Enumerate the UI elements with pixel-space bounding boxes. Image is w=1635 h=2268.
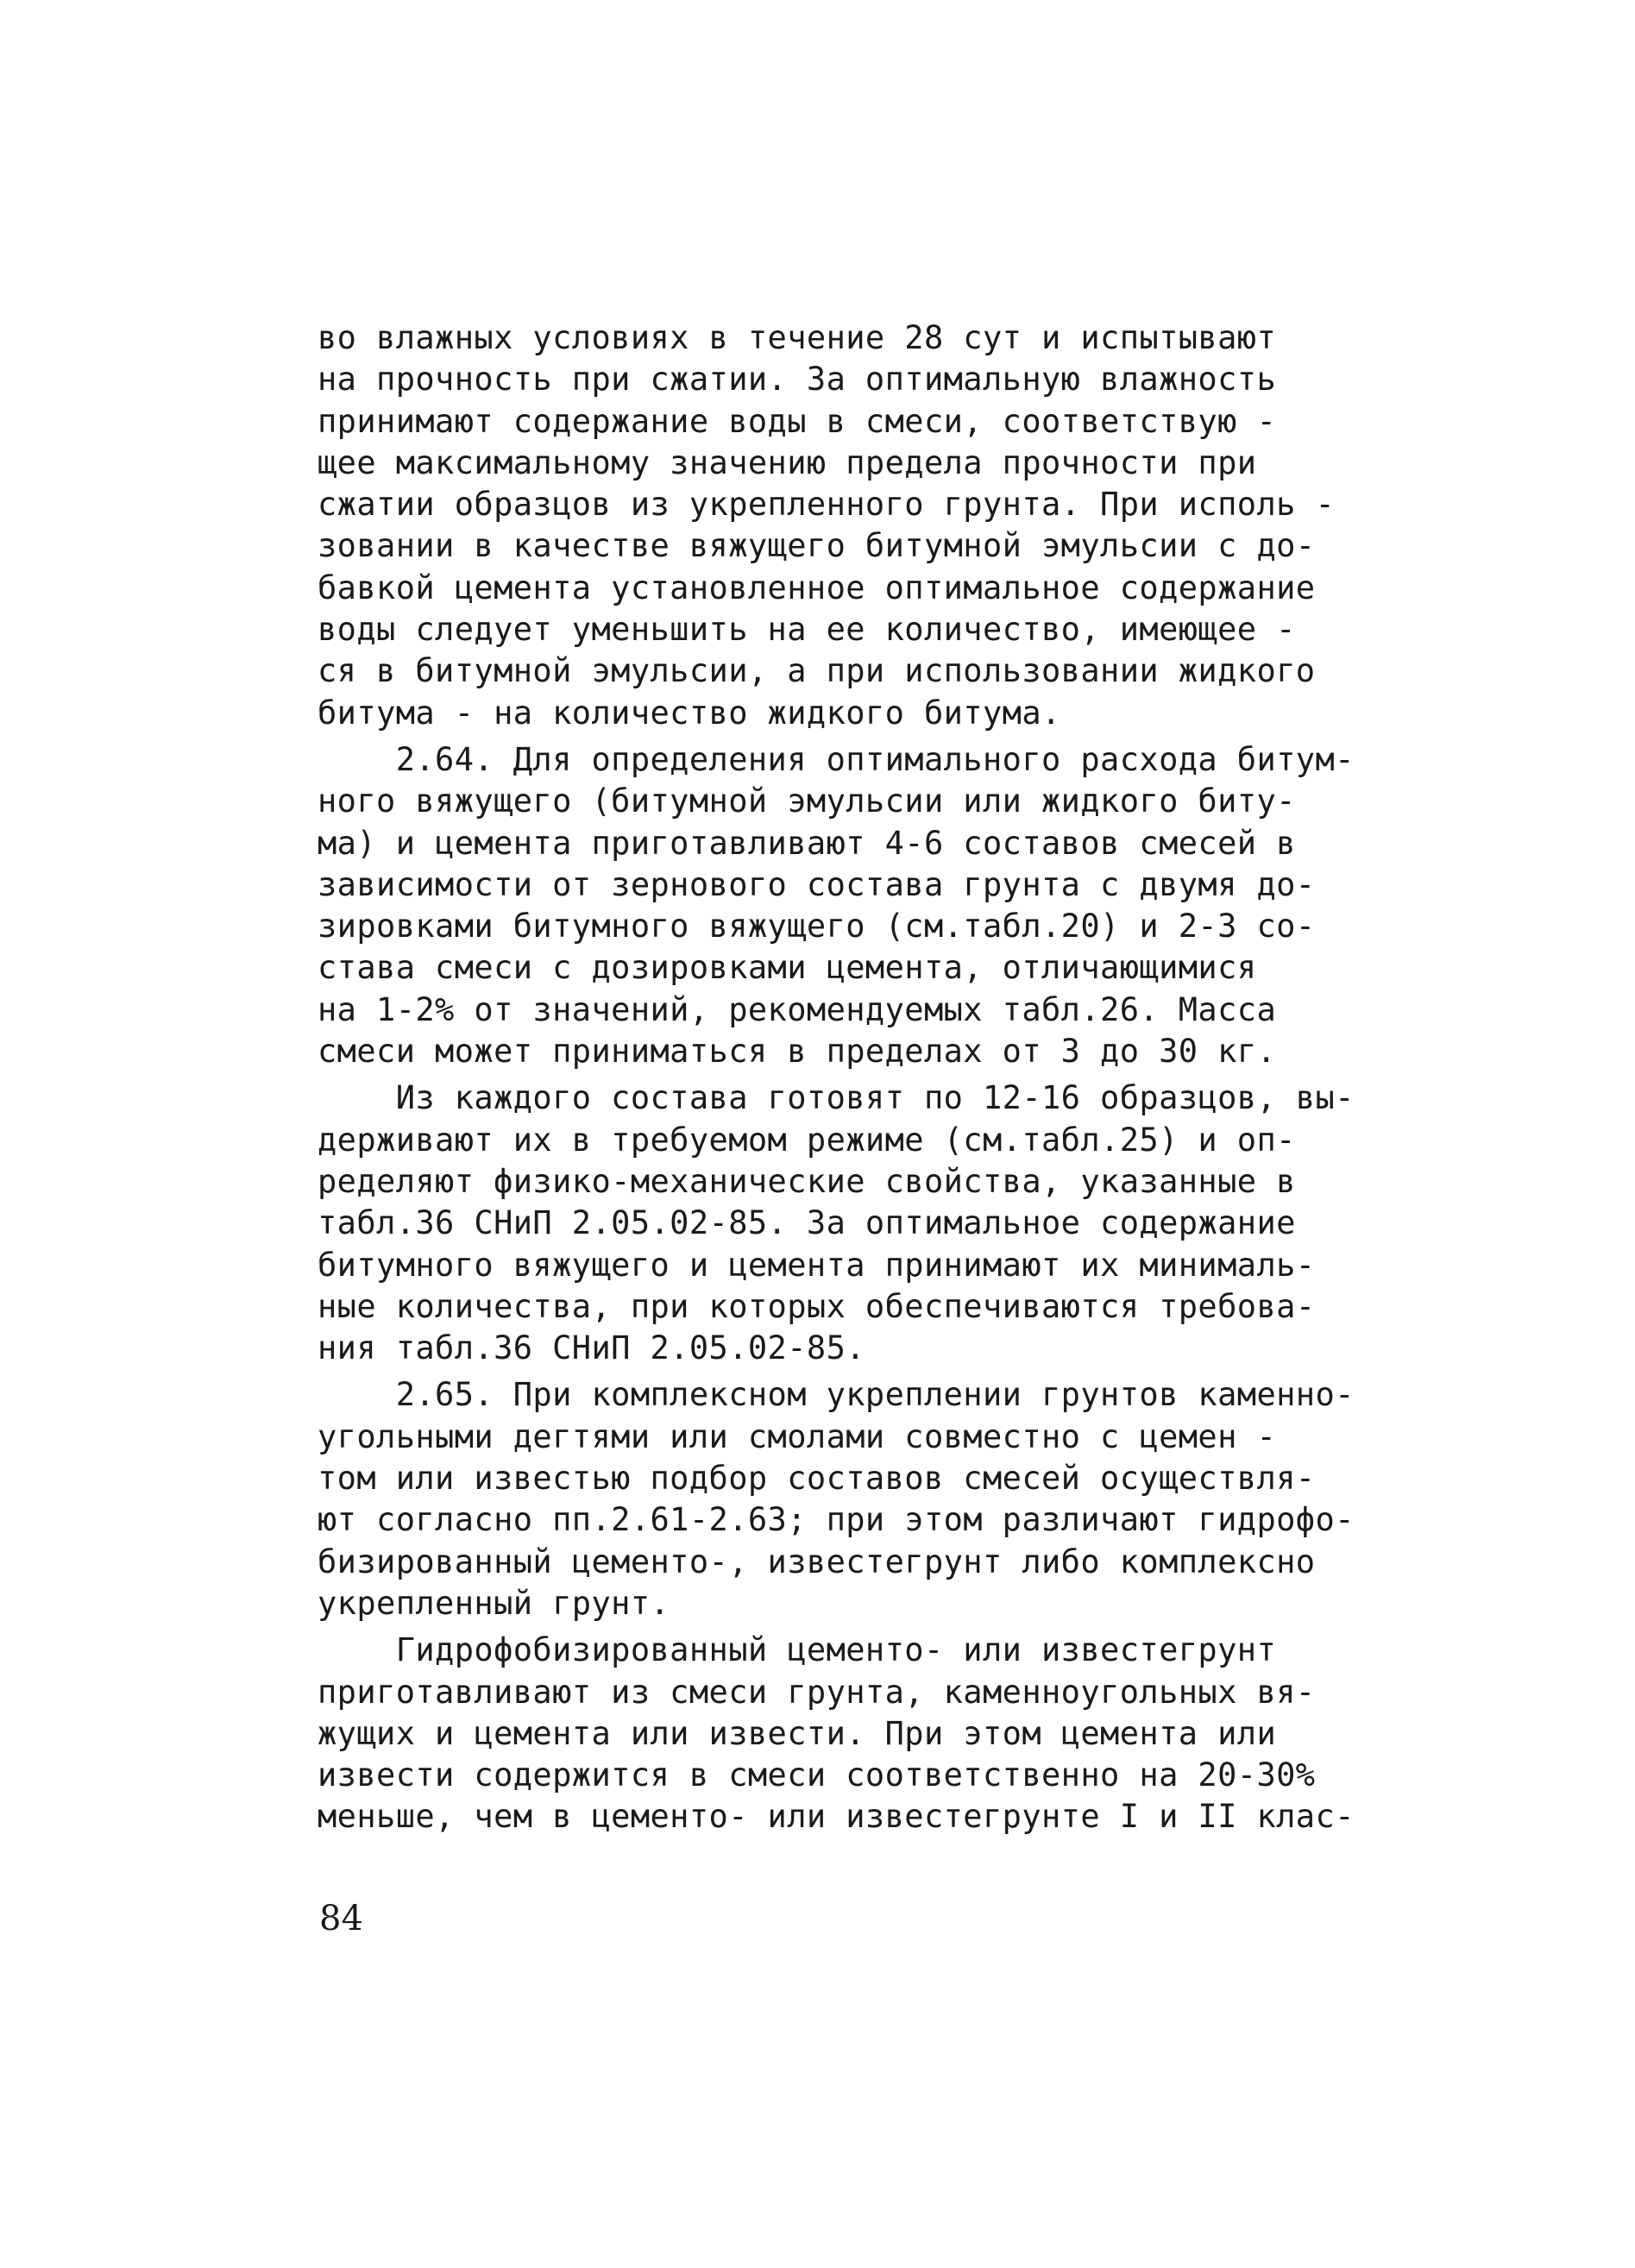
- text-line: зависимости от зернового состава грунта с двумя до-: [318, 865, 1316, 903]
- text-line: ют согласно пп.2.61-2.63; при этом различают гидрофо-: [318, 1501, 1355, 1539]
- text-line: меньше, чем в цементо- или известегрунте I и II клас-: [318, 1798, 1355, 1836]
- body-text: [318, 317, 1439, 1838]
- text-line: ния табл.36 СНиП 2.05.02-85.: [318, 1329, 865, 1367]
- text-line: принимают содержание воды в смеси, соответствую -: [318, 402, 1277, 440]
- text-line: том или известью подбор составов смесей осуществля-: [318, 1460, 1316, 1498]
- text-line: битума - на количество жидкого битума.: [318, 694, 1061, 732]
- text-line: на 1-2% от значений, рекомендуемых табл.26. Масса: [318, 990, 1277, 1028]
- text-line: ся в битумной эмульсии, а при использовании жидкого: [318, 652, 1316, 690]
- text-line: 2.64. Для определения оптимального расхода битум-: [318, 740, 1355, 778]
- text-line: бизированный цементо-, известегрунт либо комплексно: [318, 1542, 1316, 1580]
- text-line: извести содержится в смеси соответственно на 20-30%: [318, 1756, 1316, 1794]
- text-line: сжатии образцов из укрепленного грунта. При исполь -: [318, 486, 1336, 524]
- text-line: угольными дегтями или смолами совместно с цемен -: [318, 1417, 1277, 1455]
- text-line: жущих и цемента или извести. При этом цемента или: [318, 1714, 1277, 1752]
- text-line: ные количества, при которых обеспечиваются требова-: [318, 1287, 1316, 1325]
- page-number: 84: [319, 1899, 363, 1938]
- text-line: воды следует уменьшить на ее количество, имеющее -: [318, 611, 1296, 649]
- text-line: укрепленный грунт.: [318, 1584, 670, 1622]
- text-line: табл.36 СНиП 2.05.02-85. За оптимальное содержание: [318, 1204, 1296, 1242]
- text-line: во влажных условиях в течение 28 сут и испытывают: [318, 319, 1277, 356]
- text-line: ределяют физико-механические свойства, указанные в: [318, 1162, 1296, 1200]
- text-line: Из каждого состава готовят по 12-16 образцов, вы-: [318, 1079, 1355, 1117]
- text-line: става смеси с дозировками цемента, отличающимися: [318, 949, 1257, 987]
- text-line: битумного вяжущего и цемента принимают их минималь-: [318, 1246, 1316, 1284]
- text-line: Гидрофобизированный цементо- или известегрунт: [318, 1631, 1277, 1669]
- text-line: зовании в качестве вяжущего битумной эмульсии с до-: [318, 527, 1316, 565]
- text-line: на прочность при сжатии. За оптимальную влажность: [318, 361, 1277, 399]
- text-line: держивают их в требуемом режиме (см.табл.25) и оп-: [318, 1121, 1296, 1159]
- text-line: зировками битумного вяжущего (см.табл.20) и 2-3 со-: [318, 908, 1316, 946]
- text-line: бавкой цемента установленное оптимальное содержание: [318, 569, 1316, 606]
- text-line: ного вяжущего (битумной эмульсии или жидкого биту-: [318, 782, 1296, 820]
- text-line: щее максимальному значению предела прочности при: [318, 443, 1257, 481]
- text-line: 2.65. При комплексном укреплении грунтов каменно-: [318, 1376, 1355, 1414]
- text-line: ма) и цемента приготавливают 4-6 составов смесей в: [318, 824, 1296, 862]
- text-line: смеси может приниматься в пределах от 3 до 30 кг.: [318, 1033, 1277, 1071]
- text-line: приготавливают из смеси грунта, каменноугольных вя-: [318, 1673, 1316, 1711]
